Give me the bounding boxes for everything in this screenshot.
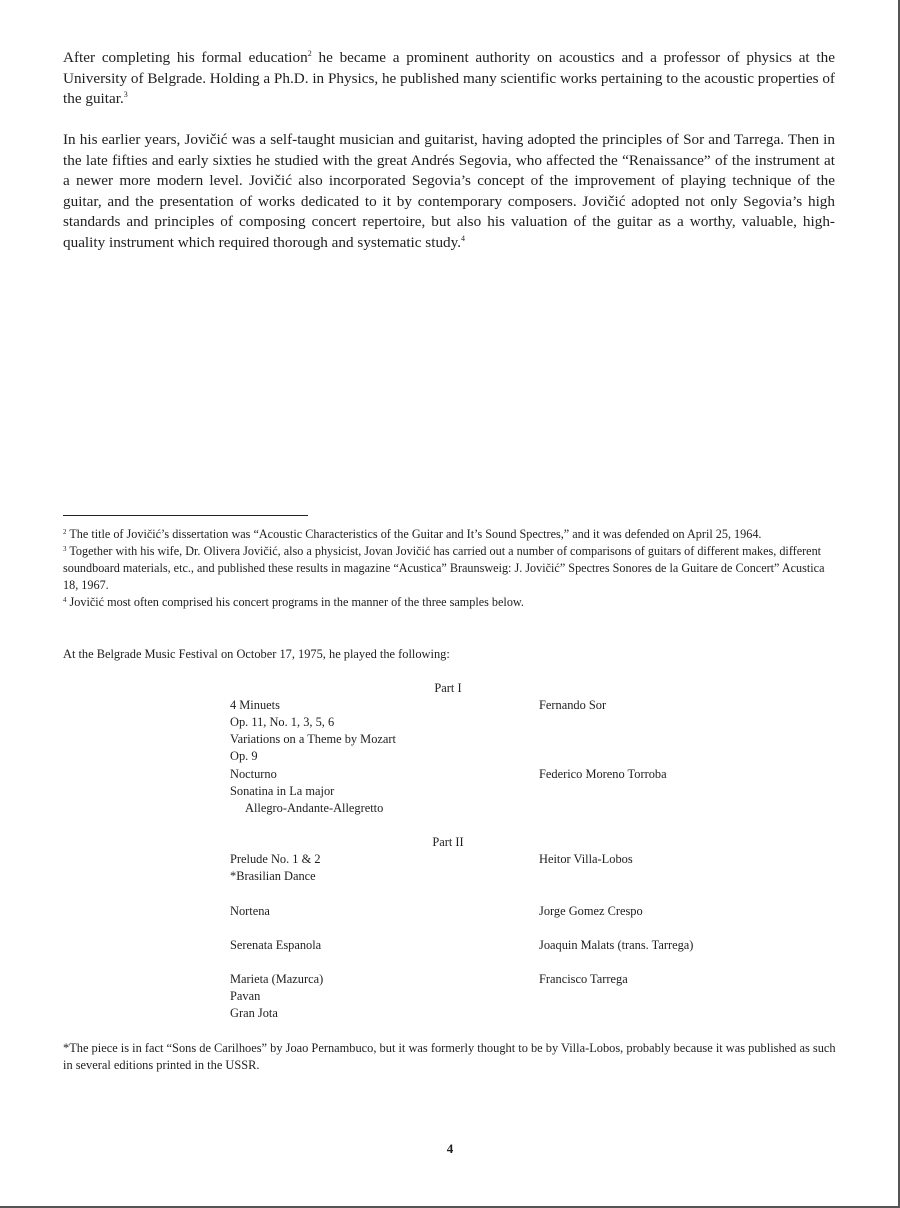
program-note: *The piece is in fact “Sons de Carilhoes” by Joao Pernambuco, but it was formerly thought to be by Villa-Lobos, probably because it was published as such in several editions printed in the USSR.: [63, 1041, 836, 1073]
program-row: [230, 731, 750, 748]
footnote-text: Jovičić most often comprised his concert programs in the manner of the three samples below.: [66, 595, 524, 609]
footnote-number: 4: [63, 596, 67, 604]
composer-name: Francisco Tarrega: [539, 972, 628, 986]
program-row: [230, 971, 750, 988]
footnote-number: 2: [63, 528, 67, 536]
footnote-ref-4: 4: [461, 233, 466, 243]
work-title: Nortena: [230, 904, 270, 918]
work-title: Sonatina in La major: [230, 784, 335, 798]
program-row: [230, 766, 750, 783]
program-row: [230, 748, 750, 765]
work-title: Op. 11, No. 1, 3, 5, 6: [230, 715, 335, 729]
program-row: [230, 697, 750, 714]
footnotes: [63, 526, 835, 611]
footnote-divider: [63, 515, 308, 516]
page-number: 4: [446, 1141, 454, 1156]
paragraph-text: After completing his formal education: [63, 49, 308, 66]
work-title: Gran Jota: [230, 1006, 278, 1020]
work-title: Marieta (Mazurca): [230, 972, 324, 986]
composer-name: Fernando Sor: [539, 698, 607, 712]
program-row: [230, 800, 750, 817]
footnote-ref-3: 3: [123, 90, 128, 100]
program-row: [230, 903, 750, 920]
composer-name: Heitor Villa-Lobos: [539, 852, 633, 866]
work-title: Prelude No. 1 & 2: [230, 852, 321, 866]
work-title: *Brasilian Dance: [230, 869, 316, 883]
program-row: [230, 783, 750, 800]
program-row: [230, 988, 750, 1005]
program-row: [230, 851, 750, 868]
paragraph-text: he became a prominent authority on acoustics and a professor of physics at the University of Belgrade. Holding a Ph.D. in Physics, he published many scientific works pertaining to the acoustic properties of the guitar.: [63, 49, 835, 108]
work-title: Pavan: [230, 989, 261, 1003]
composer-name: Federico Moreno Torroba: [539, 767, 667, 781]
part-heading: Part I: [434, 681, 462, 695]
program-intro: At the Belgrade Music Festival on October 17, 1975, he played the following:: [63, 647, 450, 661]
work-title: Variations on a Theme by Mozart: [230, 732, 396, 746]
program-row: [230, 1005, 750, 1022]
footnote-text: The title of Jovičić’s dissertation was “Acoustic Characteristics of the Guitar and It’s Sound Spectres,” and it was defended on April 25, 1964.: [66, 527, 762, 541]
program-row: [230, 714, 750, 731]
program-row: [230, 868, 750, 885]
work-title: Nocturno: [230, 767, 277, 781]
work-title: Op. 9: [230, 749, 258, 763]
work-title: Serenata Espanola: [230, 938, 322, 952]
composer-name: Joaquin Malats (trans. Tarrega): [539, 938, 694, 952]
footnote: [63, 594, 835, 611]
paragraph-text: In his earlier years, Jovičić was a self-taught musician and guitarist, having adopted the principles of Sor and Tarrega. Then in the late fifties and early sixties he studied with the great Andrés Segovia, who affected the “Renaissance” of the instrument at a newer more modern level. Jovičić also incorporated Segovia’s concept of the improvement of playing technique of the guitar, and the presentation of works dedicated to it by contemporary composers. Jovičić adopted not only Segovia’s high standards and principles of composing concert repertoire, but also his valuation of the guitar as a worthy, valuable, high-quality instrument which required thorough and systematic study.: [63, 131, 835, 251]
footnote-number: 3: [63, 545, 67, 553]
footnote: [63, 526, 835, 543]
paragraph-earlier-years: [63, 130, 835, 254]
footnote-text: Together with his wife, Dr. Olivera Jovičić, also a physicist, Jovan Jovičić has carried out a number of comparisons of guitars of different makes, different soundboard materials, etc., and published these results in magazine “Acustica” Braunsweig: J. Jovičić” Spectres Sonores de la Guitare de Concert” Acustica 18, 1967.: [63, 544, 825, 592]
footnote: [63, 543, 835, 594]
work-title: Allegro-Andante-Allegretto: [245, 801, 384, 815]
part-heading: Part II: [432, 835, 464, 849]
composer-name: Jorge Gomez Crespo: [539, 904, 643, 918]
program-row: [230, 937, 750, 954]
work-title: 4 Minuets: [230, 698, 280, 712]
footnote-ref-2: 2: [307, 49, 312, 58]
paragraph-education: [63, 48, 835, 110]
